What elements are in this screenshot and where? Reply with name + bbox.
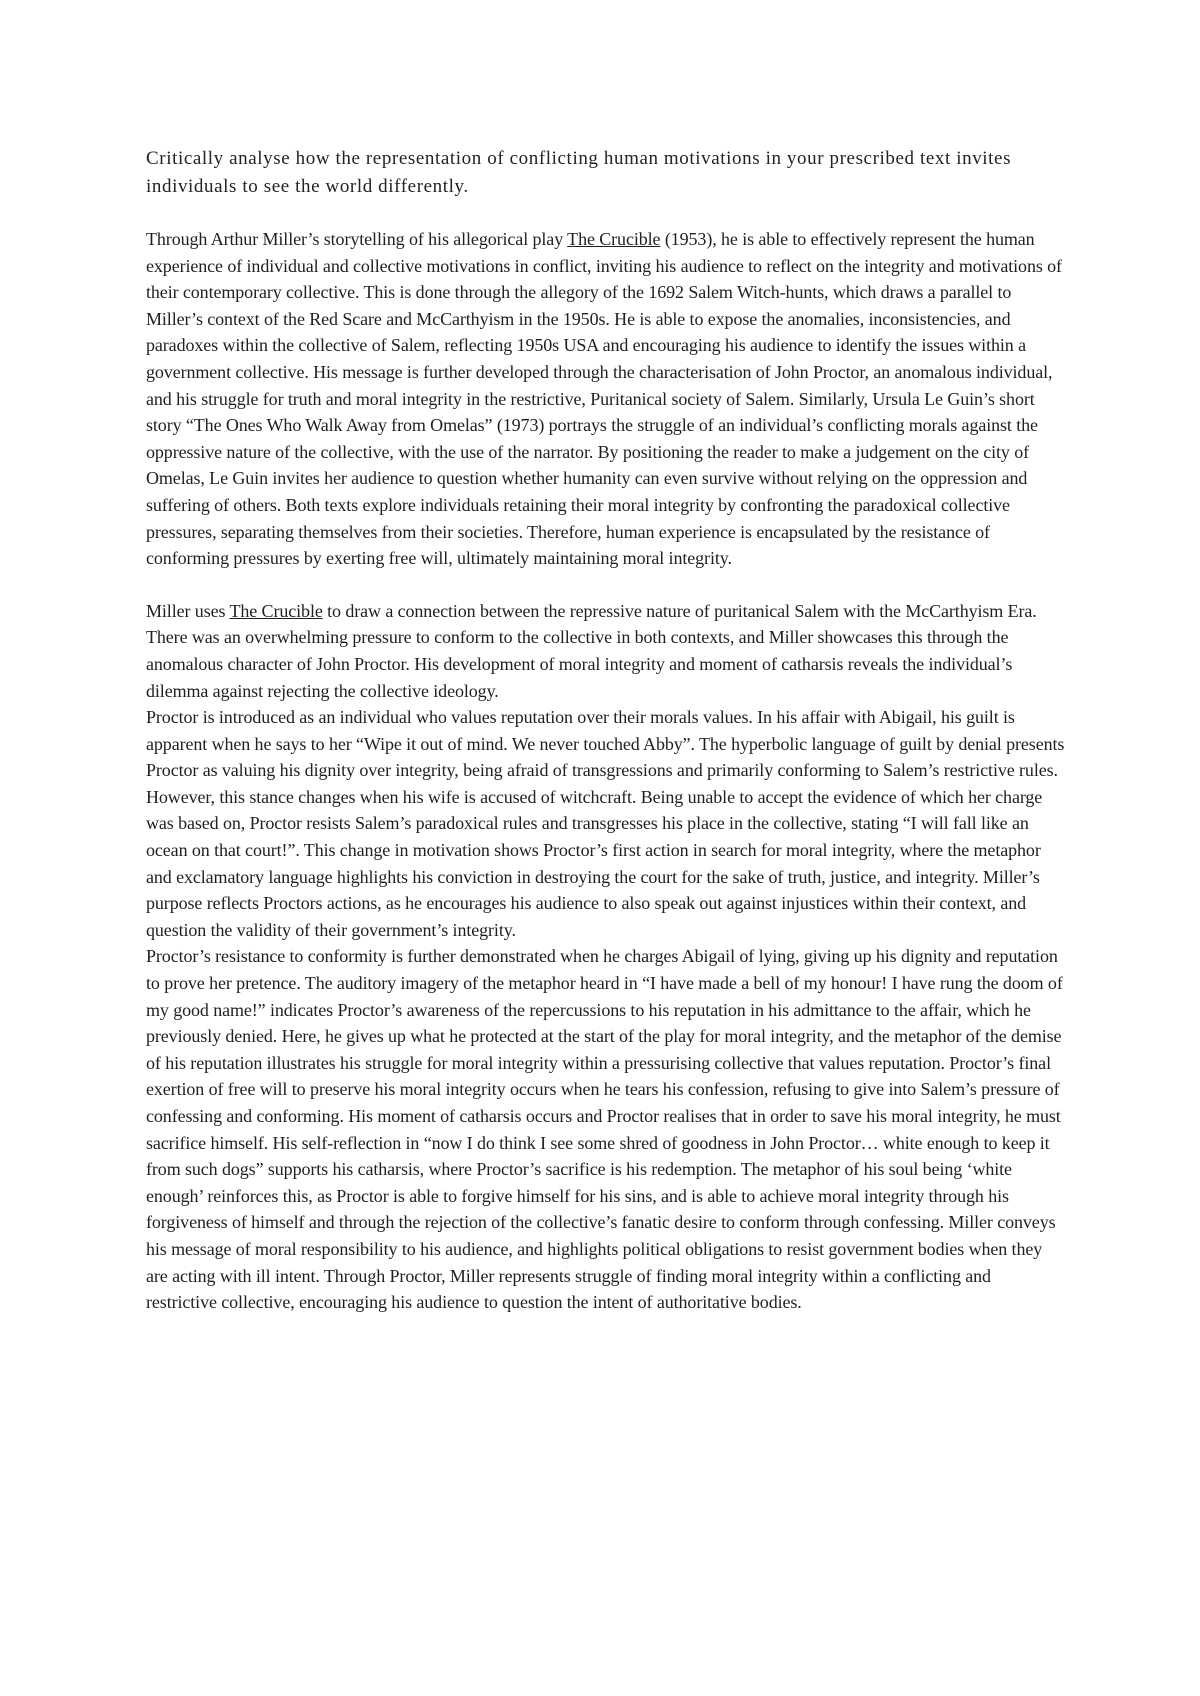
- document-body: [146, 145, 1066, 1316]
- intro-paragraph: [146, 226, 1066, 572]
- body1-text-start: Miller uses: [146, 600, 230, 621]
- text-title-the-crucible-2: The Crucible: [229, 600, 323, 621]
- body1-text-rest: to draw a connection between the repressive nature of puritanical Salem with the McCarthyism Era. There was an overwhelming pressure to conform to the collective in both contexts, and Miller showcases this through the anomalous character of John Proctor. His development of moral integrity and moment of catharsis reveals the individual’s dilemma against rejecting the collective ideology.: [146, 600, 1037, 701]
- intro-text-start: Through Arthur Miller’s storytelling of his allegorical play: [146, 229, 568, 249]
- text-title-the-crucible: The Crucible: [567, 229, 661, 249]
- intro-text-rest: (1953), he is able to effectively represent the human experience of individual and collective motivations in conflict, inviting his audience to reflect on the integrity and motivations of their contemporary collective. This is done through the allegory of the 1692 Salem Witch-hunts, which draws a parallel to Miller’s context of the Red Scare and McCarthyism in the 1950s. He is able to expose the anomalies, inconsistencies, and paradoxes within the collective of Salem, reflecting 1950s USA and encouraging his audience to identify the issues within a government collective. His message is further developed through the characterisation of John Proctor, an anomalous individual, and his struggle for truth and moral integrity in the restrictive, Puritanical society of Salem. Similarly, Ursula Le Guin’s short story “The Ones Who Walk Away from Omelas” (1973) portrays the struggle of an individual’s conflicting morals against the oppressive nature of the collective, with the use of the narrator. By positioning the reader to make a judgement on the city of Omelas, Le Guin invites her audience to question whether humanity can even survive without relying on the oppression and suffering of others. Both texts explore individuals retaining their moral integrity by confronting the paradoxical collective pressures, separating themselves from their societies. Therefore, human experience is encapsulated by the resistance of conforming pressures by exerting free will, ultimately maintaining moral integrity.: [146, 229, 1062, 569]
- body-paragraph-3: Proctor’s resistance to conformity is further demonstrated when he charges Abigail of lying, giving up his dignity and reputation to prove her pretence. The auditory imagery of the metaphor heard in “I have made a bell of my honour! I have rung the doom of my good name!” indicates Proctor’s awareness of the repercussions to his reputation in his admittance to the affair, which he previously denied. Here, he gives up what he protected at the start of the play for moral integrity, and the metaphor of the demise of his reputation illustrates his struggle for moral integrity within a pressurising collective that values reputation. Proctor’s final exertion of free will to preserve his moral integrity occurs when he tears his confession, refusing to give into Salem’s pressure of confessing and conforming. His moment of catharsis occurs and Proctor realises that in order to save his moral integrity, he must sacrifice himself. His self-reflection in “now I do think I see some shred of goodness in John Proctor… white enough to keep it from such dogs” supports his catharsis, where Proctor’s sacrifice is his redemption. The metaphor of his soul being ‘white enough’ reinforces this, as Proctor is able to forgive himself for his sins, and is able to achieve moral integrity through his forgiveness of himself and through the rejection of the collective’s fanatic desire to conform through confessing. Miller conveys his message of moral responsibility to his audience, and highlights political obligations to resist government bodies when they are acting with ill intent. Through Proctor, Miller represents struggle of finding moral integrity within a conflicting and restrictive collective, encouraging his audience to question the intent of authoritative bodies.: [146, 946, 1063, 1313]
- body-paragraph-1: [146, 598, 1066, 704]
- body-paragraph-2: Proctor is introduced as an individual who values reputation over their morals values. In his affair with Abigail, his guilt is apparent when he says to her “Wipe it out of mind. We never touched Abby”. The hyperbolic language of guilt by denial presents Proctor as valuing his dignity over integrity, being afraid of transgressions and primarily conforming to Salem’s restrictive rules. However, this stance changes when his wife is accused of witchcraft. Being unable to accept the evidence of which her charge was based on, Proctor resists Salem’s paradoxical rules and transgresses his place in the collective, stating “I will fall like an ocean on that court!”. This change in motivation shows Proctor’s first action in search for moral integrity, where the metaphor and exclamatory language highlights his conviction in destroying the court for the sake of truth, justice, and integrity. Miller’s purpose reflects Proctors actions, as he encourages his audience to also speak out against injustices within their context, and question the validity of their government’s integrity.: [146, 707, 1065, 940]
- essay-prompt: Critically analyse how the representation of conflicting human motivations in your prescribed text invites individuals to see the world differently.: [146, 148, 1012, 197]
